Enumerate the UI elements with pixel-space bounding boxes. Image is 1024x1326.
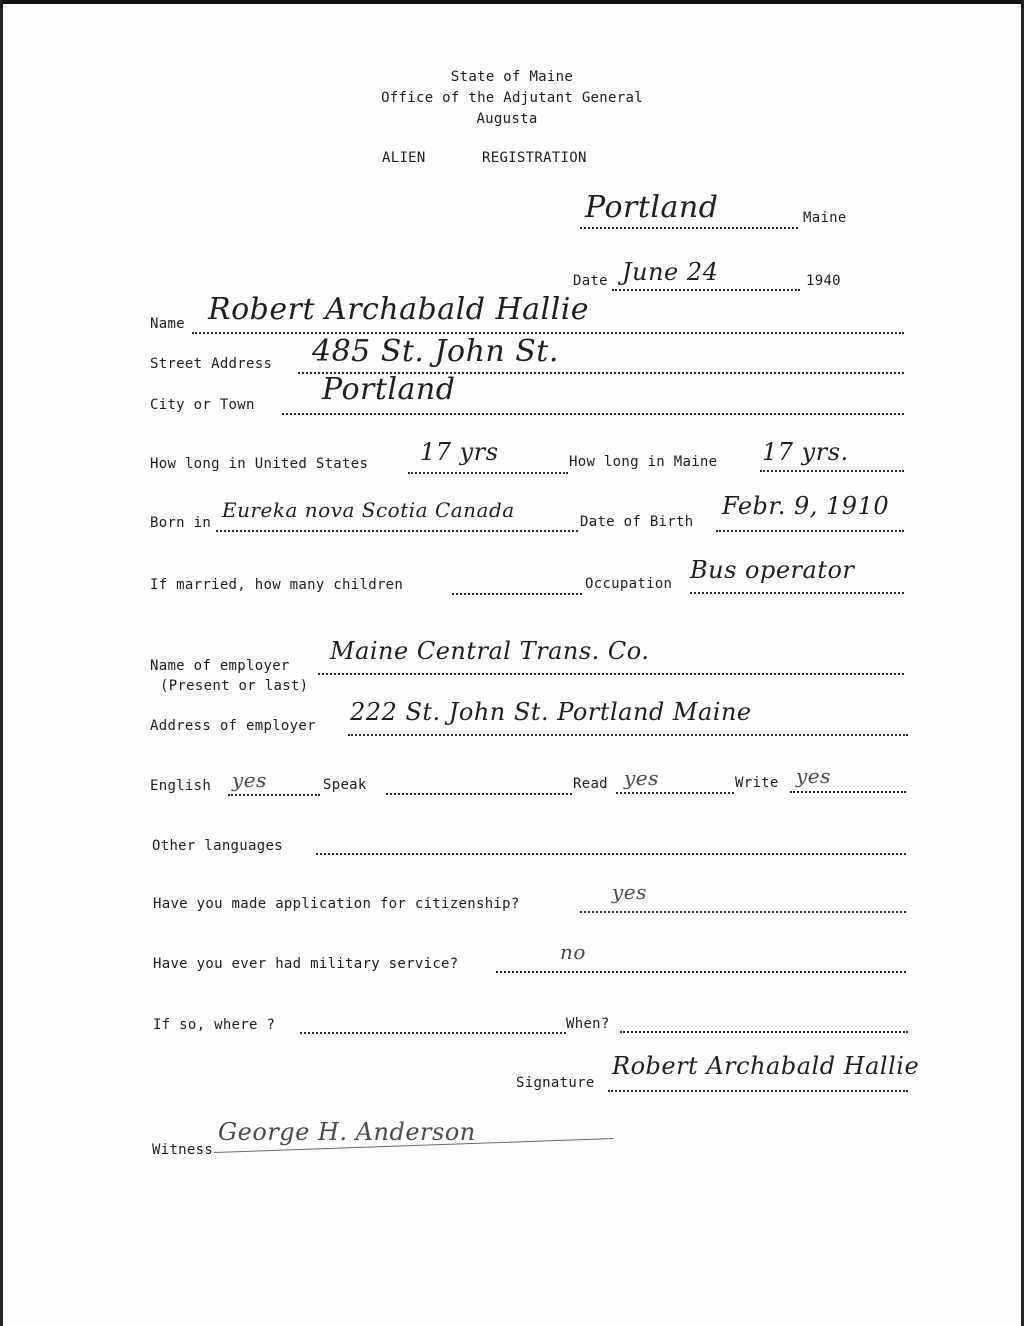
how-long-us-label: How long in United States: [150, 456, 369, 472]
city-label: City or Town: [150, 397, 255, 413]
born-in-value: Eureka nova Scotia Canada: [222, 498, 515, 522]
place-suffix: Maine: [803, 210, 847, 226]
other-languages-dots: [316, 853, 906, 855]
employer-value: Maine Central Trans. Co.: [330, 637, 650, 665]
read-value: yes: [624, 766, 659, 790]
where-label: If so, where ?: [153, 1017, 276, 1033]
military-label: Have you ever had military service?: [153, 956, 459, 972]
occupation-label: Occupation: [585, 576, 673, 592]
when-label: When?: [566, 1016, 610, 1032]
military-dots: [496, 971, 906, 973]
street-label: Street Address: [150, 356, 273, 372]
date-value: June 24: [622, 258, 719, 286]
name-value: Robert Archabald Hallie: [208, 292, 590, 327]
read-label: Read: [573, 776, 608, 792]
occupation-value: Bus operator: [690, 556, 855, 584]
dob-value: Febr. 9, 1910: [722, 492, 890, 520]
how-long-maine-dots: [760, 470, 904, 472]
signature-label: Signature: [516, 1075, 595, 1091]
employer-address-dots: [348, 734, 908, 736]
employer-address-value: 222 St. John St. Portland Maine: [350, 698, 752, 726]
citizenship-label: Have you made application for citizenship?: [153, 896, 520, 912]
write-value: yes: [796, 764, 831, 788]
english-value: yes: [232, 768, 267, 792]
street-value: 485 St. John St.: [312, 334, 559, 369]
employer-label: Name of employer: [150, 658, 290, 674]
city-dots: [282, 413, 904, 415]
occupation-dots: [690, 592, 904, 594]
citizenship-dots: [580, 911, 906, 913]
header-city: Augusta: [476, 111, 538, 127]
header-state: State of Maine: [450, 69, 574, 85]
dob-dots: [716, 530, 904, 532]
witness-value: George H. Anderson: [218, 1118, 476, 1146]
header-office: Office of the Adjutant General: [381, 90, 643, 106]
employer-dots: [318, 673, 904, 675]
how-long-us-value: 17 yrs: [420, 438, 499, 466]
children-label: If married, how many children: [150, 577, 404, 593]
name-label: Name: [150, 316, 185, 332]
date-dots: [612, 289, 800, 291]
english-label: English: [150, 778, 212, 794]
read-dots: [616, 792, 734, 794]
scan-edge-left: [0, 0, 3, 1326]
english-dots: [228, 794, 320, 796]
born-in-dots: [216, 530, 578, 532]
when-dots: [620, 1031, 908, 1033]
form-title-alien: ALIEN: [382, 150, 426, 166]
citizenship-value: yes: [612, 880, 647, 904]
dob-label: Date of Birth: [580, 514, 694, 530]
place-dots: [580, 227, 798, 229]
employer-address-label: Address of employer: [150, 718, 316, 734]
children-dots: [452, 593, 582, 595]
date-label: Date: [573, 273, 608, 289]
speak-dots: [386, 793, 572, 795]
employer-sublabel: (Present or last): [160, 678, 309, 694]
military-value: no: [560, 940, 586, 964]
witness-label: Witness: [152, 1142, 214, 1158]
scan-edge-top: [0, 0, 1024, 4]
speak-label: Speak: [323, 777, 367, 793]
how-long-maine-value: 17 yrs.: [762, 438, 849, 466]
form-title-registration: REGISTRATION: [482, 150, 587, 166]
date-year: 1940: [806, 273, 841, 289]
born-in-label: Born in: [150, 515, 212, 531]
other-languages-label: Other languages: [152, 838, 283, 854]
write-dots: [790, 791, 906, 793]
signature-value: Robert Archabald Hallie: [612, 1052, 920, 1080]
how-long-us-dots: [408, 472, 568, 474]
signature-dots: [608, 1090, 908, 1092]
city-value: Portland: [322, 372, 456, 407]
place-value: Portland: [585, 190, 719, 225]
how-long-maine-label: How long in Maine: [569, 454, 718, 470]
where-dots: [300, 1032, 566, 1034]
write-label: Write: [735, 775, 779, 791]
